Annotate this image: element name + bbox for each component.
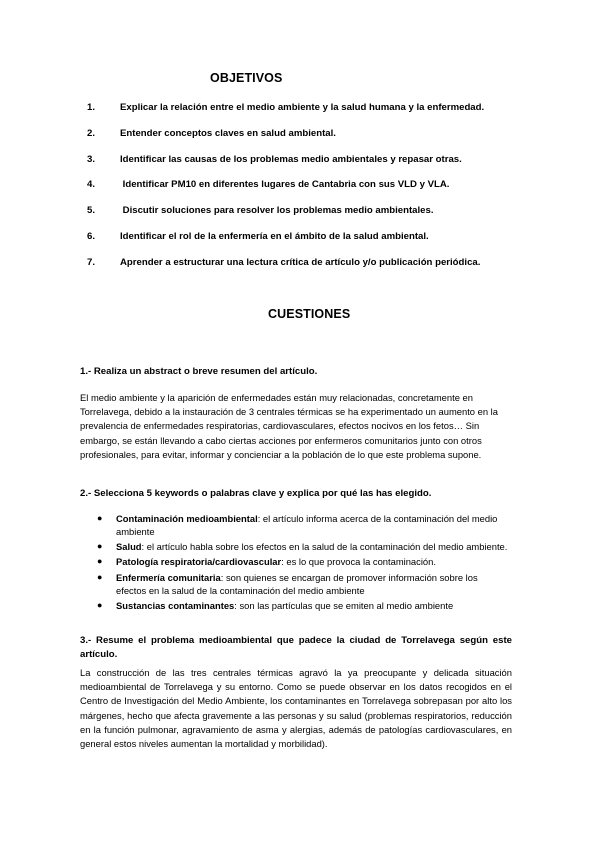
objective-number: 6. [87,231,96,242]
cuestiones-heading: CUESTIONES [268,307,351,321]
objective-item [87,179,449,190]
objective-text: Explicar la relación entre el medio ambiente y la salud humana y la enfermedad. [120,102,485,113]
objective-text: Identificar el rol de la enfermería en el ámbito de la salud ambiental. [120,231,429,242]
answer-1: El medio ambiente y la aparición de enfermedades están muy relacionadas, concretamente en Torrelavega, debido a la instauración de 3 centrales térmicas se ha experimentado un aumento en la prevalencia de enfermedades respiratorias, cardiovasculares, efectos nocivos en los fetos… Sin embargo, se están llevando a cabo ciertas acciones por enfermeros comunitarios junto con otros profesionales, para evitar, informar y concienciar a la población de lo que este problema supone. [80,392,498,460]
keyword-item [80,571,510,597]
objective-number: 5. [87,205,96,216]
keyword-desc: : el artículo habla sobre los efectos en la salud de la contaminación del medio ambiente. [141,541,508,553]
objective-number: 1. [87,102,96,113]
keyword-item [80,555,510,568]
objective-text: Identificar las causas de los problemas medio ambientales y repasar otras. [120,154,462,165]
objective-number: 4. [87,179,96,190]
keyword-list [80,512,510,614]
keyword-desc: : son las partículas que se emiten al medio ambiente [234,599,454,611]
objective-text: Identificar PM10 en diferentes lugares de Cantabria con sus VLD y VLA. [120,179,450,190]
keyword-desc: : el artículo informa acerca de la contaminación del medio ambiente [116,513,498,537]
objetivos-heading: OBJETIVOS [210,71,283,85]
keyword-term: Sustancias contaminantes [116,599,235,611]
keyword-term: Contaminación medioambiental [116,513,258,524]
question-3: 3.- Resume el problema medioambiental que padece la ciudad de Torrelavega según este artículo. [80,635,512,661]
keyword-item [80,599,510,612]
objective-text: Aprender a estructurar una lectura crítica de artículo y/o publicación periódica. [120,257,481,268]
objective-number: 3. [87,154,96,165]
objective-number: 2. [87,128,96,139]
objective-text: Entender conceptos claves en salud ambiental. [120,128,336,139]
bullet-icon: ● [97,513,103,523]
objective-number: 7. [87,257,96,268]
keyword-term: Enfermería comunitaria [116,571,221,583]
keyword-item [80,540,510,553]
objective-item [87,231,429,242]
keyword-term: Patología respiratoria/cardiovascular [116,556,282,568]
bullet-icon: ● [97,556,103,567]
bullet-icon: ● [97,571,103,582]
bullet-icon: ● [97,541,103,552]
question-1: 1.- Realiza un abstract o breve resumen del artículo. [80,366,318,377]
bullet-icon: ● [97,599,103,610]
objective-item [87,205,434,216]
keyword-item [80,512,510,538]
objective-item [87,257,480,268]
objective-item [87,102,484,113]
answer-3: La construcción de las tres centrales térmicas agravó la ya preocupante y delicada situación medioambiental de Torrelavega y su entorno. Como se puede observar en los datos recogidos en el Centro de Investigación del Medio Ambiente, los contaminantes en Torrelavega sobrepasan por alto los márgenes, hecho que afecta gravemente a las personas y su salud (problemas respiratorios, reducción en la función pulmonar, agravamiento de asma y alergias, además de patologías cardiovasculares, en general estos niveles aumentan la mortalidad y morbilidad). [80,667,512,750]
objective-text: Discutir soluciones para resolver los problemas medio ambientales. [120,205,434,216]
question-2: 2.- Selecciona 5 keywords o palabras clave y explica por qué las has elegido. [80,488,432,499]
keyword-desc: : son quienes se encargan de promover información sobre los efectos en la salud de la contaminación del medio ambiente [116,571,478,596]
objective-item [87,128,336,139]
keyword-desc: : es lo que provoca la contaminación. [281,556,436,568]
keyword-term: Salud [116,541,142,553]
objective-item [87,154,462,165]
